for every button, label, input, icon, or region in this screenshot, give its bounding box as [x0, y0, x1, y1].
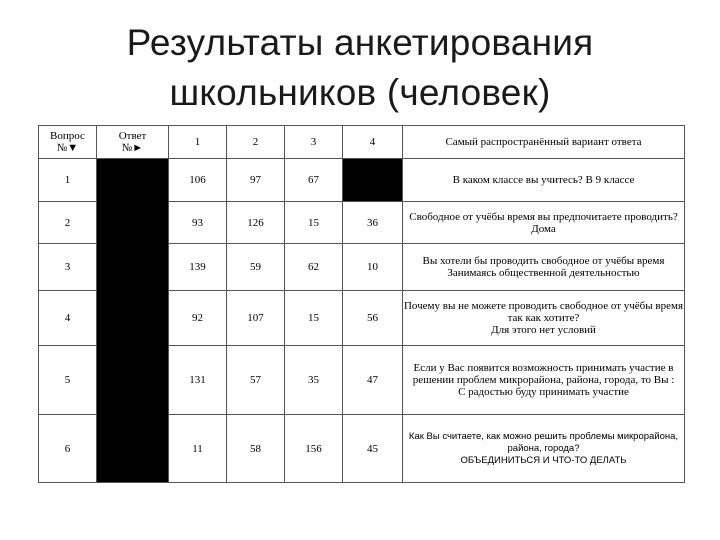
header-col-4: 4: [343, 126, 403, 159]
question-number: 2: [39, 202, 97, 244]
answer-count-2: 57: [227, 346, 285, 415]
answer-count-2: 97: [227, 159, 285, 202]
answer-column-black-fill: [97, 159, 169, 483]
answer-count-3: 67: [285, 159, 343, 202]
answer-count-4: 56: [343, 291, 403, 346]
header-question: Вопрос №▼: [39, 126, 97, 159]
answer-count-4-black-fill: [343, 159, 403, 202]
popular-answer: Вы хотели бы проводить свободное от учёбы время Занимаясь общественной деятельностью: [403, 244, 685, 291]
slide-title: [0, 18, 720, 118]
answer-count-3: 156: [285, 415, 343, 483]
question-number: 6: [39, 415, 97, 483]
title-line-1: Результаты анкетирования: [126, 22, 594, 63]
header-col-1: 1: [169, 126, 227, 159]
answer-count-4: 45: [343, 415, 403, 483]
answer-count-1: 106: [169, 159, 227, 202]
popular-answer: В каком классе вы учитесь? В 9 классе: [403, 159, 685, 202]
answer-count-1: 93: [169, 202, 227, 244]
answer-count-4: 36: [343, 202, 403, 244]
popular-answer: Если у Вас появится возможность принимать участие в решении проблем микрорайона, района, города, то Вы : С радостью буду принимать участие: [403, 346, 685, 415]
answer-count-3: 35: [285, 346, 343, 415]
answer-count-3: 15: [285, 291, 343, 346]
question-number: 1: [39, 159, 97, 202]
table-row: [39, 159, 685, 202]
question-number: 5: [39, 346, 97, 415]
question-number: 4: [39, 291, 97, 346]
header-col-3: 3: [285, 126, 343, 159]
answer-count-2: 59: [227, 244, 285, 291]
header-row: [39, 126, 685, 159]
question-number: 3: [39, 244, 97, 291]
answer-count-4: 10: [343, 244, 403, 291]
popular-answer: Свободное от учёбы время вы предпочитаете проводить?Дома: [403, 202, 685, 244]
popular-answer: Как Вы считаете, как можно решить проблемы микрорайона, района, города? ОБЪЕДИНИТЬСЯ И ЧТО-ТО ДЕЛАТЬ: [403, 415, 685, 483]
answer-count-2: 107: [227, 291, 285, 346]
answer-count-1: 131: [169, 346, 227, 415]
answer-count-2: 126: [227, 202, 285, 244]
answer-count-2: 58: [227, 415, 285, 483]
popular-answer: Почему вы не можете проводить свободное от учёбы время так как хотите? Для этого нет условий: [403, 291, 685, 346]
title-line-2: школьников (человек): [169, 72, 551, 113]
survey-results-table: [38, 125, 685, 483]
answer-count-1: 92: [169, 291, 227, 346]
header-popular-answer: Самый распространённый вариант ответа: [403, 126, 685, 159]
answer-count-1: 11: [169, 415, 227, 483]
answer-count-1: 139: [169, 244, 227, 291]
answer-count-3: 62: [285, 244, 343, 291]
header-col-2: 2: [227, 126, 285, 159]
answer-count-3: 15: [285, 202, 343, 244]
header-answer: Ответ №►: [97, 126, 169, 159]
answer-count-4: 47: [343, 346, 403, 415]
